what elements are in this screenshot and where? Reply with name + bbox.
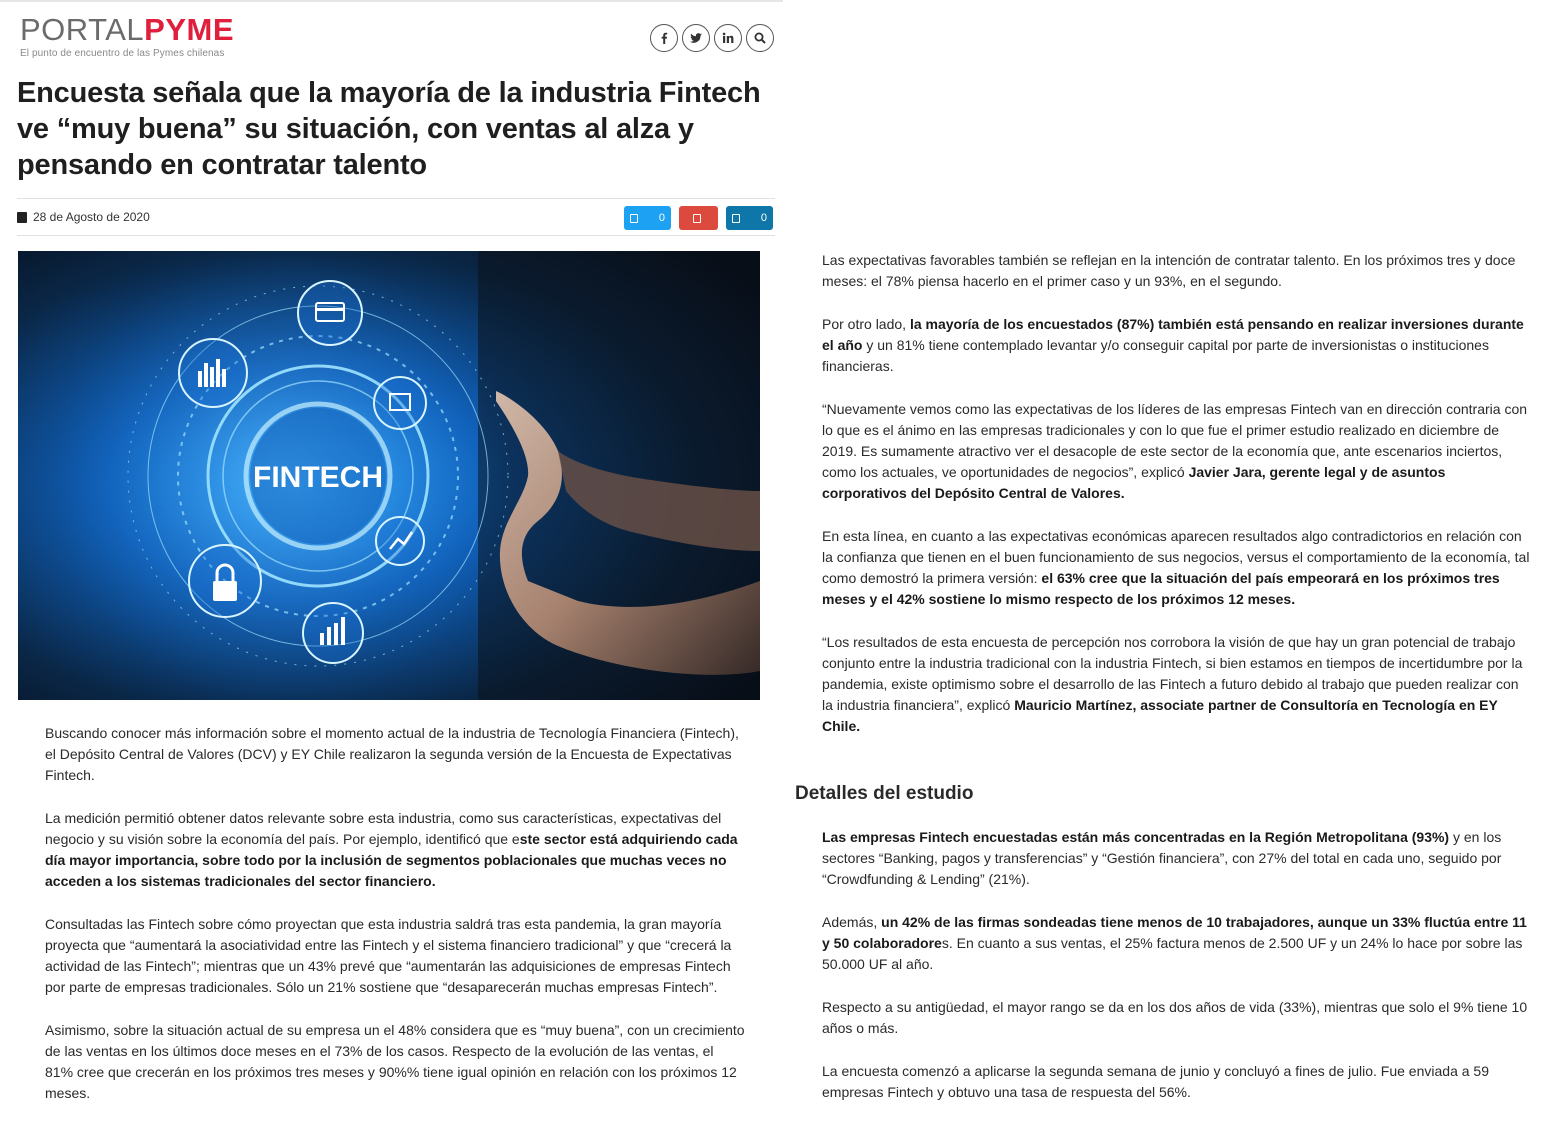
search-icon[interactable]: [746, 24, 774, 52]
share-linkedin-button[interactable]: [726, 206, 773, 230]
article-body-details: [822, 827, 1532, 1125]
twitter-share-icon: [630, 214, 638, 223]
twitter-icon[interactable]: [682, 24, 710, 52]
article-meta-bar: [17, 198, 775, 236]
site-logo[interactable]: [20, 14, 234, 59]
paragraph: En esta línea, en cuanto a las expectativas económicas aparecen resultados algo contradictorios en relación con la confianza que tienen en el buen funcionamiento de sus negocios, versus el comportamiento de la economía, tal como demostró la primera versión: el 63% cree que la situación del país empeorará en los próximos tres meses y el 42% sostiene lo mismo respecto de los próximos 12 meses.: [822, 528, 1530, 607]
top-divider: [0, 0, 783, 2]
paragraph: La medición permitió obtener datos relevante sobre esta industria, como sus características, expectativas del negocio y su visión sobre la economía del país. Por ejemplo, identificó que este sector está adquiriendo cada día mayor importancia, sobre todo por la inclusión de segmentos poblacionales que muchas veces no acceden a los sistemas tradicionales del sector financiero.: [45, 810, 738, 889]
section-heading: Detalles del estudio: [795, 783, 974, 804]
hero-fintech-label: FINTECH: [253, 461, 383, 494]
share-gplus-button[interactable]: [679, 206, 718, 230]
paragraph: Las empresas Fintech encuestadas están más concentradas en la Región Metropolitana (93%) y en los sectores “Banking, pagos y transferencias” y “Gestión financiera”, con 27% del total en cada uno, seguido por “Crowdfunding & Lending” (21%).: [822, 829, 1502, 887]
linkedin-share-icon: [732, 214, 740, 223]
quote-paragraph: “Los resultados de esta encuesta de percepción nos corrobora la visión de que hay un gran potencial de trabajo conjunto entre la industria tradicional con la industria Fintech, si bien estamos en tiempos de incertidumbre por la pandemia, existe optimismo sobre el desarrollo de las Fintech a futuro debido al trabajo que pueden realizar con la industria financiera”, explicó Mauricio Martínez, associate partner de Consultoría en Tecnología en EY Chile.: [822, 634, 1523, 734]
quote-paragraph: “Nuevamente vemos como las expectativas de los líderes de las empresas Fintech van en dirección contraria con lo que es el ánimo en las empresas tradicionales y con lo que fue el primer estudio realizado en diciembre de 2019. Es sumamente atractivo ver el desacople de este sector de la economía que, ante escenarios inciertos, como los actuales, ve oportunidades de negocios”, explicó Javier Jara, gerente legal y de asuntos corporativos del Depósito Central de Valores.: [822, 401, 1528, 501]
paragraph: Además, un 42% de las firmas sondeadas tiene menos de 10 trabajadores, aunque un 33% fluctúa entre 11 y 50 colaboradores. En cuanto a sus ventas, el 25% factura menos de 2.500 UF y un 24% lo hace por sobre las 50.000 UF al año.: [822, 914, 1527, 972]
social-links: [650, 24, 774, 52]
date-text: 28 de Agosto de 2020: [33, 210, 150, 224]
paragraph: Consultadas las Fintech sobre cómo proyectan que esta industria saldrá tras esta pandemia, la gran mayoría proyecta que “aumentará la asociatividad entre las Fintech y el sistema financiero tradicional” y que “crecerá la actividad de las Fintech”; mientras que un 43% prevé que “aumentarán las adquisiciones de empresas Fintech por parte de empresas tradicionales. Sólo un 21% sostiene que “desaparecerán muchas empresas Fintech”.: [45, 916, 732, 995]
share-buttons: [624, 206, 773, 230]
paragraph: Por otro lado, la mayoría de los encuestados (87%) también está pensando en realizar inversiones durante el año y un 81% tiene contemplado levantar y/o conseguir capital por parte de inversionistas o instituciones financieras.: [822, 316, 1524, 374]
hero-image: [18, 251, 760, 700]
article-date: [17, 210, 150, 224]
logo-tagline: El punto de encuentro de las Pymes chilenas: [20, 48, 225, 59]
share-twitter-button[interactable]: [624, 206, 671, 230]
paragraph: La encuesta comenzó a aplicarse la segunda semana de junio y concluyó a fines de julio. Fue enviada a 59 empresas Fintech y obtuvo una tasa de respuesta del 56%.: [822, 1063, 1489, 1100]
article-body-right: [822, 250, 1532, 759]
article-body-left: [45, 723, 745, 1126]
facebook-icon[interactable]: [650, 24, 678, 52]
article-title: Encuesta señala que la mayoría de la industria Fintech ve “muy buena” su situación, con ventas al alza y pensando en contratar talento: [17, 77, 761, 181]
share-linkedin-count: 0: [760, 212, 767, 224]
calendar-icon: [17, 212, 27, 223]
logo-wordmark: PORTALPYME: [20, 12, 235, 47]
paragraph: Respecto a su antigüedad, el mayor rango se da en los dos años de vida (33%), mientras que solo el 9% tiene 10 años o más.: [822, 999, 1528, 1036]
paragraph: Buscando conocer más información sobre el momento actual de la industria de Tecnología Financiera (Fintech), el Depósito Central de Valores (DCV) y EY Chile realizaron la segunda versión de la Encuesta de Expectativas Fintech.: [45, 725, 739, 783]
gplus-share-icon: [693, 214, 701, 223]
paragraph: Asimismo, sobre la situación actual de su empresa un el 48% considera que es “muy buena”, con un crecimiento de las ventas en los últimos doce meses en el 73% de los casos. Respecto de la evolución de las ventas, el 81% cree que crecerán en los próximos tres meses y 90%% tiene igual opinión en relación con los próximos 12 meses.: [45, 1022, 745, 1101]
linkedin-icon[interactable]: [714, 24, 742, 52]
share-twitter-count: 0: [658, 212, 665, 224]
paragraph: Las expectativas favorables también se reflejan en la intención de contratar talento. En los próximos tres y doce meses: el 78% piensa hacerlo en el primer caso y un 93%, en el segundo.: [822, 252, 1516, 289]
